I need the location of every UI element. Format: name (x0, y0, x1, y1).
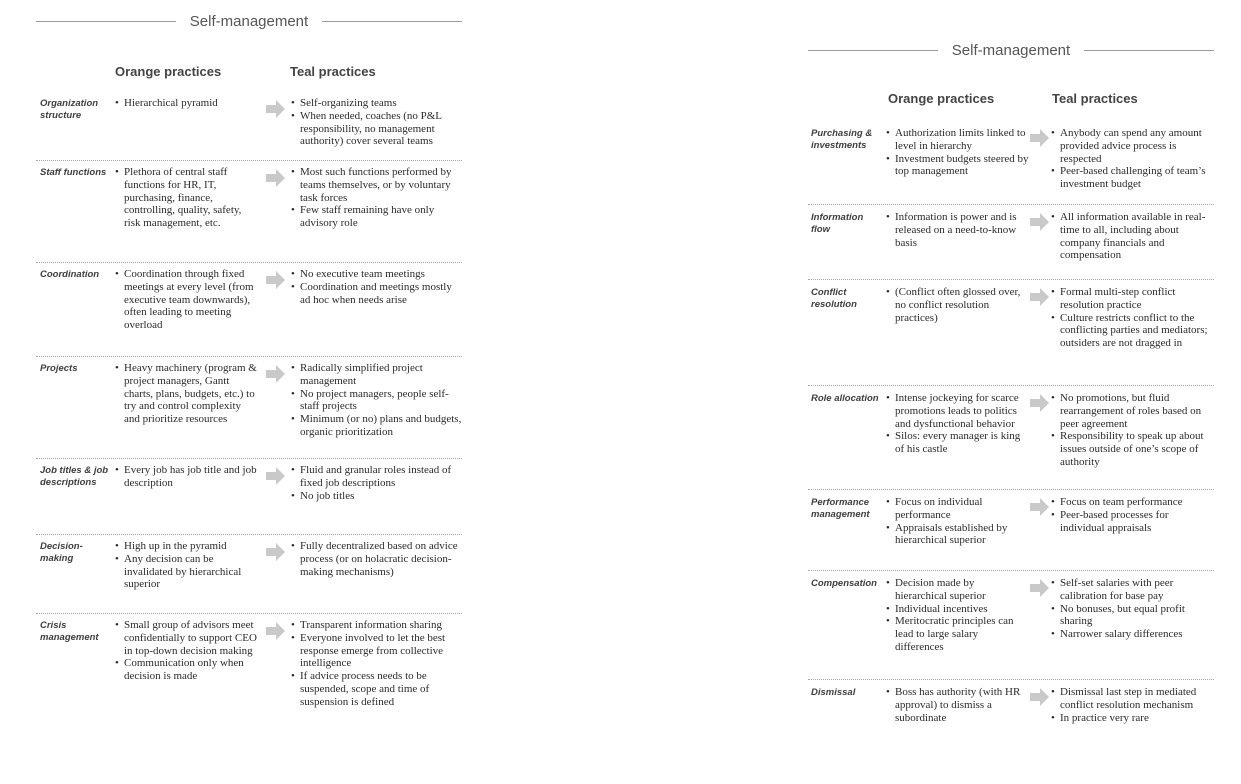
teal-practices-list (1051, 577, 1214, 641)
bullet-item: • Small group of advisors meet confidentially to support CEO in top-down decision making (115, 619, 257, 657)
teal-practices-list (291, 464, 462, 502)
row-label: Crisis management (40, 620, 99, 643)
right-arrow-icon (1030, 497, 1049, 517)
orange-practices-list (886, 686, 1029, 724)
teal-practices-list (291, 362, 462, 439)
bullet-item: • Narrower salary differences (1051, 628, 1214, 641)
bullet-item: • Plethora of central staff functions for HR, IT, purchasing, finance, controlling, quality, safety, risk management, etc. (115, 166, 257, 230)
title-divider (36, 21, 176, 22)
bullet-item: • No promotions, but fluid rearrangement of roles based on peer agreement (1051, 392, 1214, 430)
bullet-item: • Coordination and meetings mostly ad hoc when needs arise (291, 281, 462, 307)
right-arrow-icon (1030, 578, 1049, 598)
practice-rows (36, 92, 462, 754)
right-arrow-icon (1030, 287, 1049, 307)
row-information-flow (808, 205, 1214, 280)
bullet-item: • Transparent information sharing (291, 619, 462, 632)
row-projects (36, 357, 462, 459)
bullet-item: • Peer-based processes for individual appraisals (1051, 509, 1214, 535)
row-label: Staff functions (40, 167, 107, 178)
panel-title-row (36, 10, 462, 32)
bullet-item: • Investment budgets steered by top management (886, 153, 1029, 179)
row-conflict-resolution (808, 280, 1214, 386)
teal-practices-list (1051, 392, 1214, 469)
bullet-item: • Every job has job title and job description (115, 464, 257, 490)
row-dismissal (808, 680, 1214, 740)
orange-practices-list (115, 97, 257, 110)
teal-practices-list (291, 166, 462, 230)
right-arrow-icon (1030, 393, 1049, 413)
row-label: Dismissal (811, 687, 856, 698)
bullet-item: • (Conflict often glossed over, no conflict resolution practices) (886, 286, 1029, 324)
bullet-item: • Responsibility to speak up about issues outside of one’s scope of authority (1051, 430, 1214, 468)
row-label: Job titles & job descriptions (40, 465, 109, 488)
right-arrow-icon (266, 99, 285, 119)
row-organization-structure (36, 92, 462, 161)
right-arrow-icon (1030, 687, 1049, 707)
title-divider (322, 21, 462, 22)
row-label: Compensation (811, 578, 877, 589)
bullet-item: • Silos: every manager is king of his castle (886, 430, 1029, 456)
bullet-item: • Focus on team performance (1051, 496, 1214, 509)
title-divider (1084, 50, 1214, 51)
row-decision-making (36, 535, 462, 614)
row-label: Decision-making (40, 541, 83, 564)
teal-practices-list (291, 540, 462, 578)
bullet-item: • Fluid and granular roles instead of fixed job descriptions (291, 464, 462, 490)
row-performance-management (808, 490, 1214, 571)
row-label: Performance management (811, 497, 870, 520)
row-staff-functions (36, 161, 462, 263)
bullet-item: • All information available in real-time to all, including about company financials and compensation (1051, 211, 1214, 262)
bullet-item: • No job titles (291, 490, 462, 503)
orange-practices-list (115, 540, 257, 591)
bullet-item: • Radically simplified project management (291, 362, 462, 388)
panel-title-row (808, 39, 1214, 61)
right-arrow-icon (266, 466, 285, 486)
row-label: Coordination (40, 269, 100, 280)
right-arrow-icon (1030, 128, 1049, 148)
column-headers (808, 91, 1214, 111)
bullet-item: • Intense jockeying for scarce promotions leads to politics and dysfunctional behavior (886, 392, 1029, 430)
bullet-item: • Self-organizing teams (291, 97, 462, 110)
bullet-item: • Everyone involved to let the best response emerge from collective intelligence (291, 632, 462, 670)
bullet-item: • If advice process needs to be suspended, scope and time of suspension is defined (291, 670, 462, 708)
bullet-item: • Dismissal last step in mediated conflict resolution mechanism (1051, 686, 1214, 712)
bullet-item: • Meritocratic principles can lead to large salary differences (886, 615, 1029, 653)
orange-practices-list (115, 268, 257, 332)
bullet-item: • Individual incentives (886, 603, 1029, 616)
right-arrow-icon (266, 364, 285, 384)
row-label: Information flow (811, 212, 864, 235)
bullet-item: • Focus on individual performance (886, 496, 1029, 522)
bullet-item: • Few staff remaining have only advisory role (291, 204, 462, 230)
orange-practices-list (886, 392, 1029, 456)
orange-practices-list (886, 211, 1029, 249)
bullet-item: • High up in the pyramid (115, 540, 257, 553)
bullet-item: • Formal multi-step conflict resolution practice (1051, 286, 1214, 312)
row-job-titles-and-job-descriptions (36, 459, 462, 535)
bullet-item: • Fully decentralized based on advice process (or on holacratic decision-making mechanisms) (291, 540, 462, 578)
row-label: Role allocation (811, 393, 879, 404)
bullet-item: • Boss has authority (with HR approval) to dismiss a subordinate (886, 686, 1029, 724)
orange-practices-list (115, 362, 257, 426)
bullet-item: • Self-set salaries with peer calibration for base pay (1051, 577, 1214, 603)
orange-practices-header: Orange practices (888, 91, 995, 106)
bullet-item: • Hierarchical pyramid (115, 97, 257, 110)
bullet-item: • When needed, coaches (no P&L responsibility, no management authority) cover several teams (291, 110, 462, 148)
bullet-item: • Heavy machinery (program & project managers, Gantt charts, plans, budgets, etc.) to try and control complexity and prioritize resources (115, 362, 257, 426)
bullet-item: • Any decision can be invalidated by hierarchical superior (115, 553, 257, 591)
row-crisis-management (36, 614, 462, 754)
bullet-item: • Coordination through fixed meetings at every level (from executive team downwards), often leading to meeting overload (115, 268, 257, 332)
column-headers (36, 64, 462, 84)
left-panel (36, 10, 462, 754)
row-label: Conflict resolution (811, 287, 857, 310)
teal-practices-list (1051, 686, 1214, 724)
orange-practices-list (886, 127, 1029, 178)
bullet-item: • Anybody can spend any amount provided advice process is respected (1051, 127, 1214, 165)
bullet-item: • In practice very rare (1051, 712, 1214, 725)
orange-practices-list (115, 464, 257, 490)
bullet-item: • Peer-based challenging of team’s investment budget (1051, 165, 1214, 191)
orange-practices-header: Orange practices (115, 64, 222, 79)
teal-practices-header: Teal practices (290, 64, 376, 79)
practice-rows (808, 121, 1214, 740)
bullet-item: • Communication only when decision is made (115, 657, 257, 683)
orange-practices-list (115, 619, 257, 683)
bullet-item: • No executive team meetings (291, 268, 462, 281)
teal-practices-list (291, 619, 462, 709)
panel-title: Self-management (951, 41, 1071, 59)
bullet-item: • No project managers, people self-staff projects (291, 388, 462, 414)
row-purchasing-and-investments (808, 121, 1214, 205)
bullet-item: • Decision made by hierarchical superior (886, 577, 1029, 603)
bullet-item: • Minimum (or no) plans and budgets, organic prioritization (291, 413, 462, 439)
right-arrow-icon (266, 168, 285, 188)
bullet-item: • Culture restricts conflict to the conflicting parties and mediators; outsiders are not dragged in (1051, 312, 1214, 350)
teal-practices-list (291, 268, 462, 306)
right-arrow-icon (266, 542, 285, 562)
row-label: Organization structure (40, 98, 99, 121)
row-role-allocation (808, 386, 1214, 490)
row-coordination (36, 263, 462, 357)
bullet-item: • No bonuses, but equal profit sharing (1051, 603, 1214, 629)
teal-practices-header: Teal practices (1052, 91, 1138, 106)
bullet-item: • Appraisals established by hierarchical superior (886, 522, 1029, 548)
orange-practices-list (886, 577, 1029, 654)
orange-practices-list (886, 496, 1029, 547)
panel-title: Self-management (189, 12, 309, 30)
teal-practices-list (1051, 127, 1214, 191)
title-divider (808, 50, 938, 51)
row-label: Projects (40, 363, 78, 374)
row-compensation (808, 571, 1214, 680)
teal-practices-list (1051, 496, 1214, 534)
bullet-item: • Authorization limits linked to level in hierarchy (886, 127, 1029, 153)
bullet-item: • Most such functions performed by teams themselves, or by voluntary task forces (291, 166, 462, 204)
row-label: Purchasing & investments (811, 128, 873, 151)
bullet-item: • Information is power and is released on a need-to-know basis (886, 211, 1029, 249)
orange-practices-list (886, 286, 1029, 324)
teal-practices-list (291, 97, 462, 148)
right-panel (808, 39, 1214, 740)
right-arrow-icon (1030, 212, 1049, 232)
teal-practices-list (1051, 211, 1214, 262)
orange-practices-list (115, 166, 257, 230)
right-arrow-icon (266, 621, 285, 641)
teal-practices-list (1051, 286, 1214, 350)
right-arrow-icon (266, 270, 285, 290)
